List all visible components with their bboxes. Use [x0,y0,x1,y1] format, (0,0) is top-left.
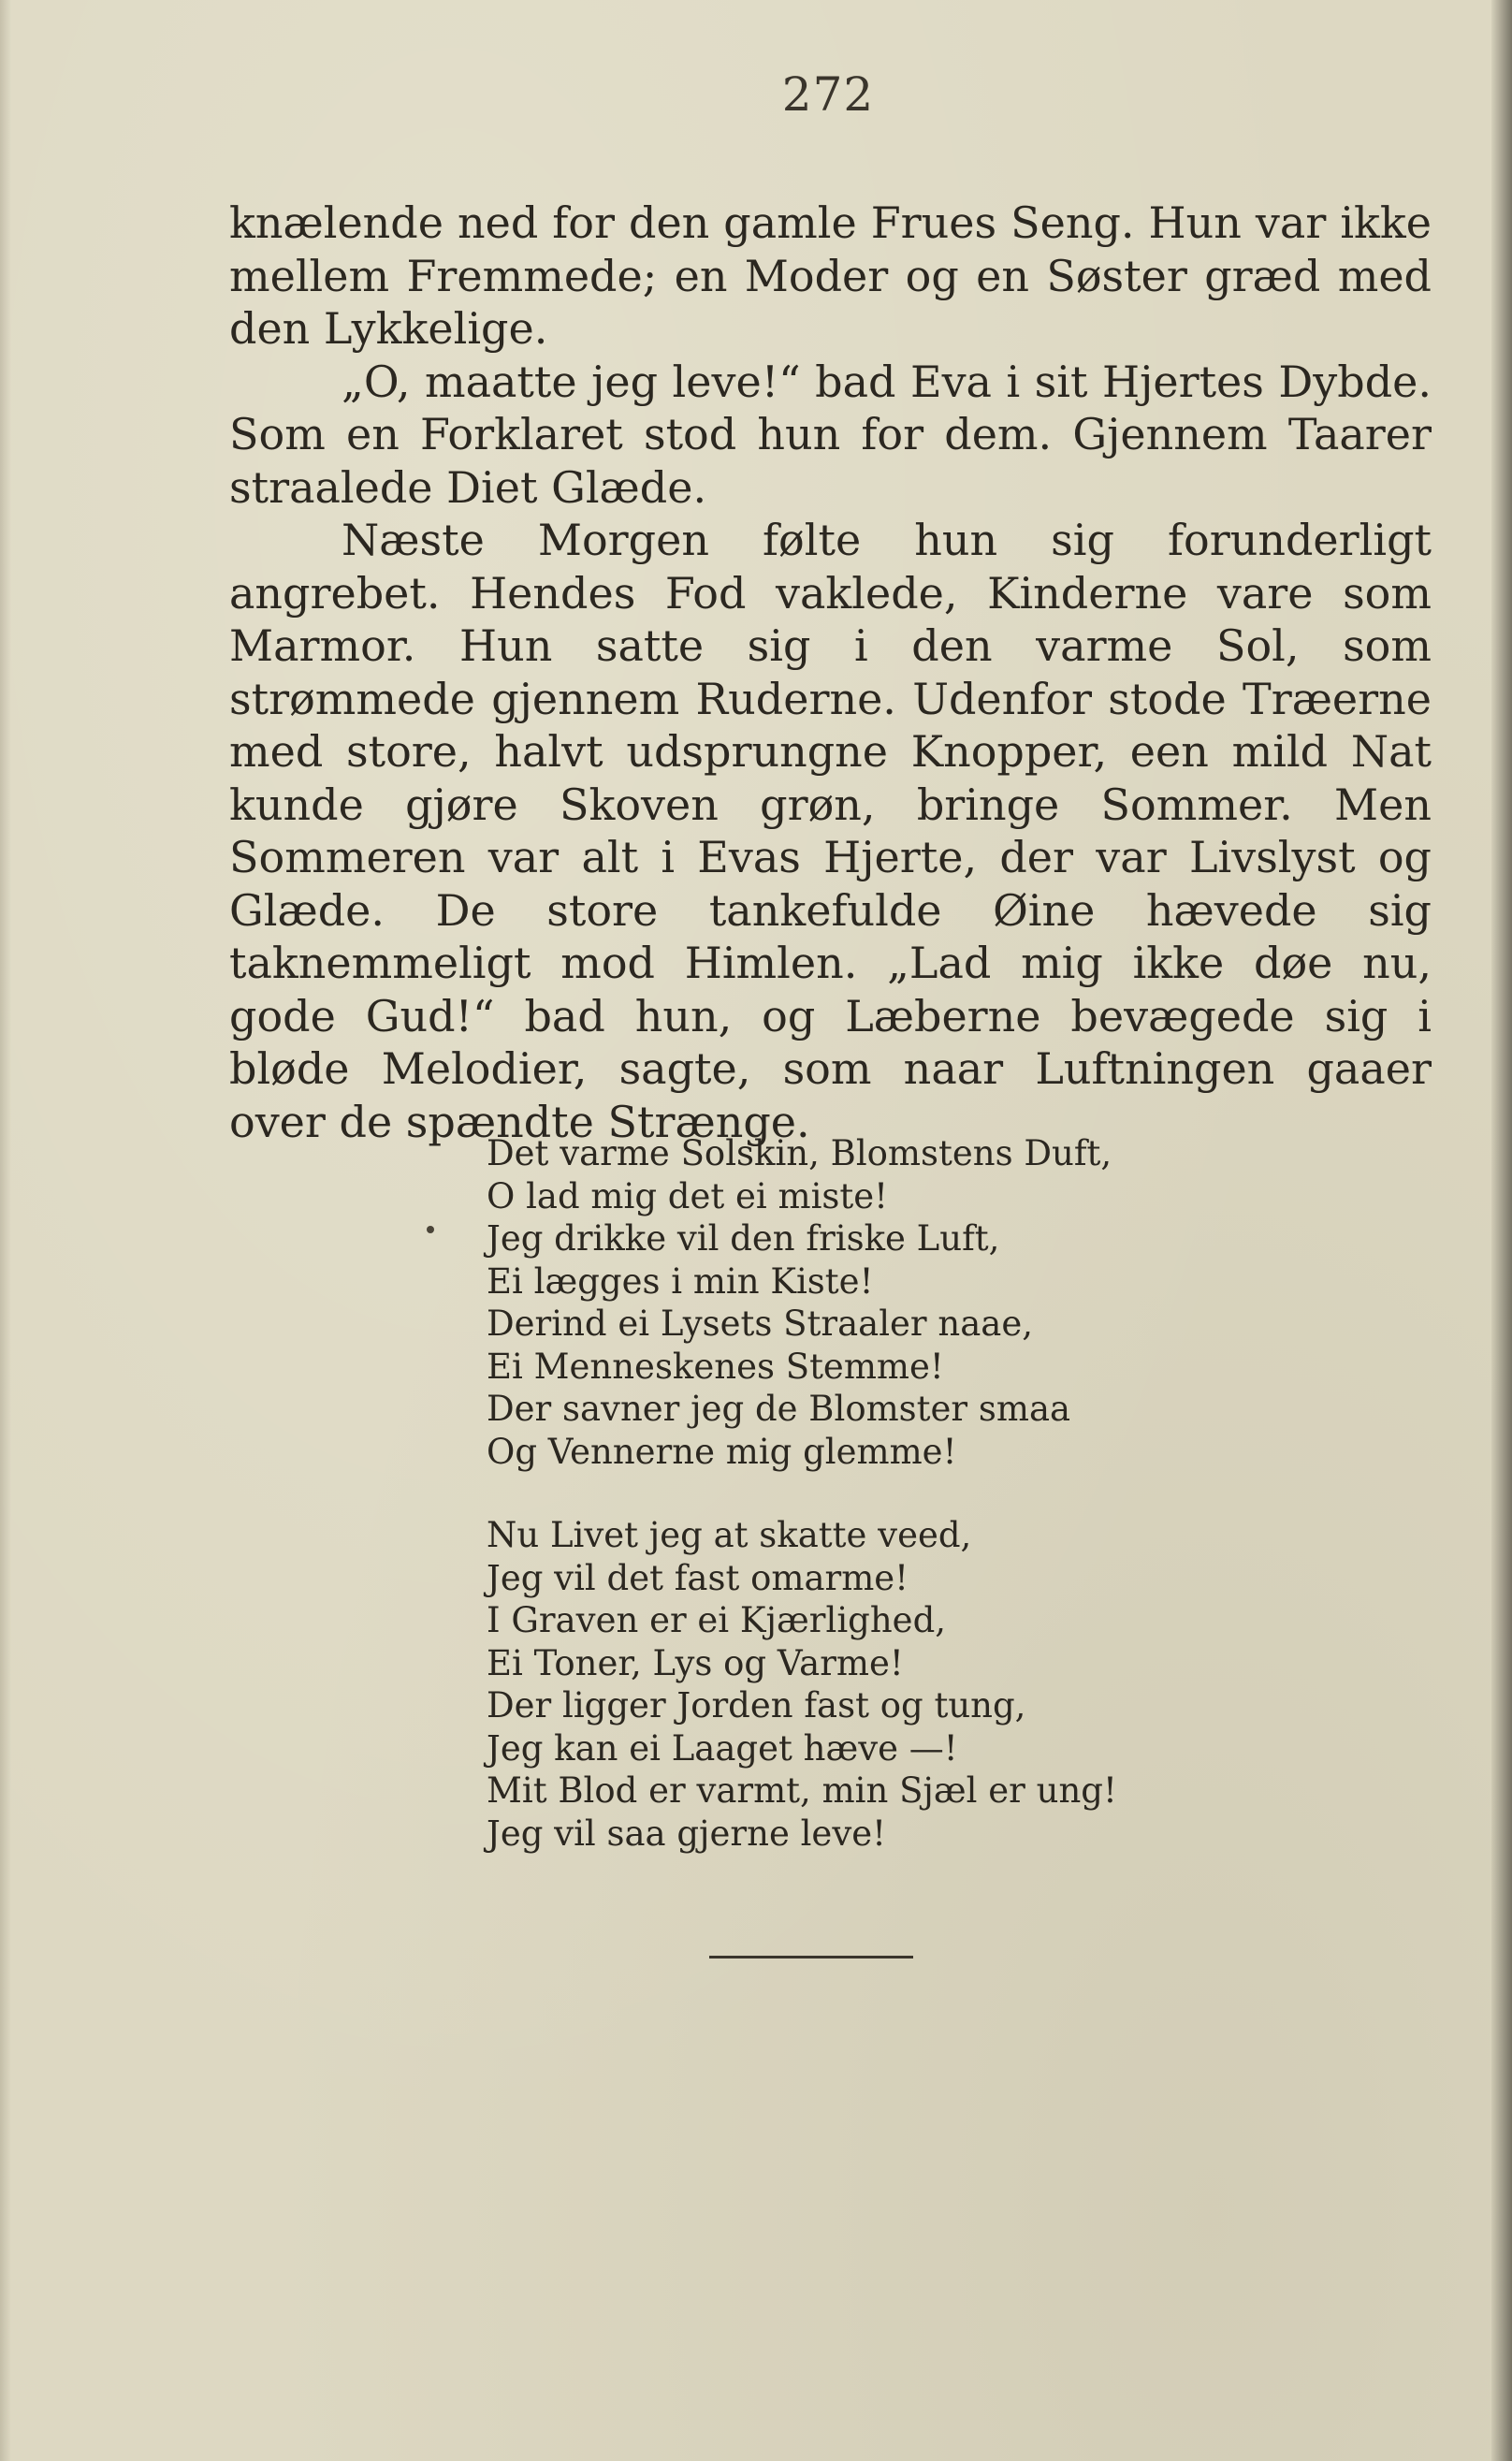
poem-stanza-1 [487,1132,1329,1473]
page-left-edge-shadow [0,0,11,2461]
poem-line: Og Vennerne mig glemme! [487,1431,957,1472]
poem-line: Jeg kan ei Laaget hæve —! [487,1727,958,1769]
prose-body [229,197,1432,1148]
poem-line: Ei Menneskenes Stemme! [487,1346,944,1387]
poem-line: Ei Toner, Lys og Varme! [487,1642,904,1683]
poem-line: Jeg vil det fast omarme! [487,1557,909,1598]
poem-line: Ei lægges i min Kiste! [487,1260,874,1302]
paragraph-1: knælende ned for den gamle Frues Seng. Hun var ikke mellem Fremmede; en Moder og en Søster græd med den Lykkelige. [229,197,1432,354]
page-gutter-shadow [1491,0,1512,2461]
paragraph-2: „O, maatte jeg leve!“ bad Eva i sit Hjertes Dybde. Som en Forklaret stod hun for dem. Gjennem Taarer straalede Diet Glæde. [229,356,1432,513]
poem-stanza-2 [487,1514,1329,1855]
stray-mark [427,1226,434,1233]
poem-line: Derind ei Lysets Straaler naae, [487,1303,1033,1344]
poem-line: Der ligger Jorden fast og tung, [487,1685,1026,1726]
poem-line: Mit Blod er varmt, min Sjæl er ung! [487,1770,1117,1811]
section-end-rule [709,1956,913,1959]
poem-line: Der savner jeg de Blomster smaa [487,1389,1071,1429]
paragraph-3: Næste Morgen følte hun sig forunderligt angrebet. Hendes Fod vaklede, Kinderne vare som Marmor. Hun satte sig i den varme Sol, som strømmede gjennem Ruderne. Udenfor stode Træerne med store, halvt udsprungne Knopper, een mild Nat kunde gjøre Skoven grøn, bringe Sommer. Men Sommeren var alt i Evas Hjerte, der var Livslyst og Glæde. De store tankefulde Øine hævede sig taknemmeligt mod Himlen. „Lad mig ikke døe nu, gode Gud!“ bad hun, og Læberne bevægede sig i bløde Melodier, sagte, som naar Luftningen gaaer over de spændte Strænge. [229,515,1432,1147]
poem-line: I Graven er ei Kjærlighed, [487,1600,947,1640]
poem [487,1132,1329,1896]
poem-line: O lad mig det ei miste! [487,1175,889,1216]
poem-line: Det varme Solskin, Blomstens Duft, [487,1133,1112,1173]
poem-line: Jeg drikke vil den friske Luft, [487,1218,1000,1259]
poem-line: Jeg vil saa gjerne leve! [487,1813,886,1854]
page-number: 272 [781,67,875,122]
poem-line: Nu Livet jeg at skatte veed, [487,1515,972,1555]
